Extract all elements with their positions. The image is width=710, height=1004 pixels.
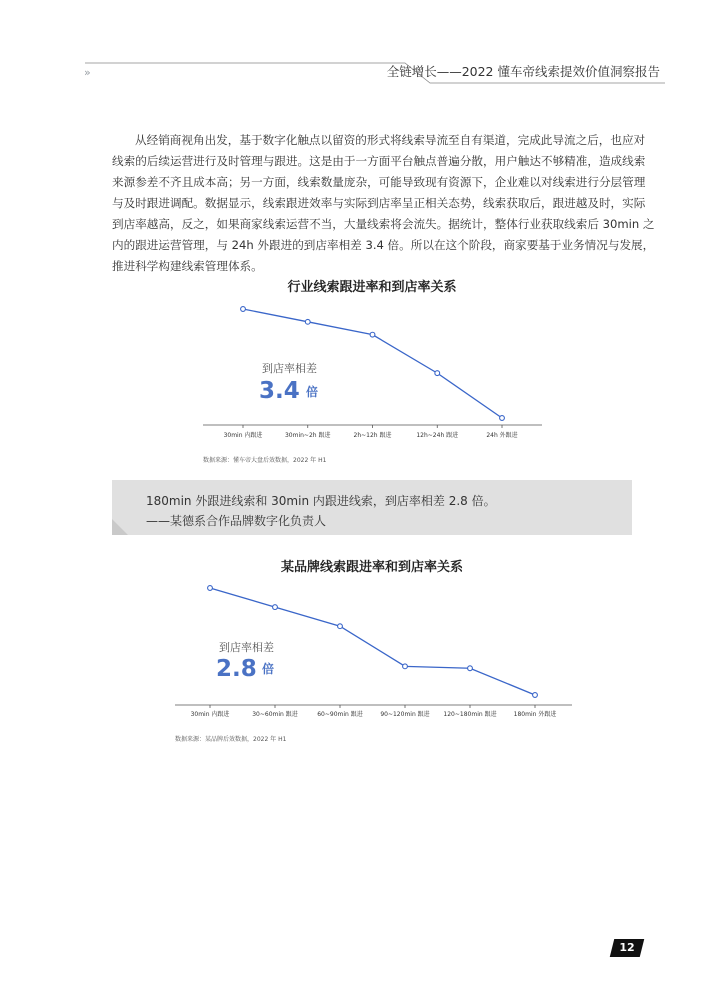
body-line: 内的跟进运营管理，与 24h 外跟进的到店率相差 3.4 倍。所以在这个阶段，商家要基于业务情况与发展， <box>112 238 655 252</box>
x-tick-label: 30min 内跟进 <box>223 432 263 439</box>
quote-attribution: ——某德系合作品牌数字化负责人 <box>146 514 327 528</box>
data-point <box>273 605 278 610</box>
x-tick-label: 12h~24h 跟进 <box>416 432 459 439</box>
page-number-badge <box>610 939 644 957</box>
body-line: 线索的后续运营进行及时管理与跟进。这是由于一方面平台触点普遍分散，用户触达不够精准，造成线索 <box>112 154 646 168</box>
x-tick-label: 30~60min 跟进 <box>252 711 298 718</box>
running-header-title: 全链增长——2022 懂车帝线索提效价值洞察报告 <box>386 64 660 79</box>
x-tick-label: 2h~12h 跟进 <box>353 432 392 439</box>
chart2-source: 数据来源：某品牌后效数据，2022 年 H1 <box>175 736 287 743</box>
page-number: 12 <box>619 941 635 954</box>
data-point <box>533 693 538 698</box>
x-tick-label: 180min 外跟进 <box>513 711 557 718</box>
body-line: 与及时跟进调配。数据显示，线索跟进效率与实际到店率呈正相关态势，线索获取后，跟进越及时，实际 <box>112 196 646 210</box>
body-line: 推进科学构建线索管理体系。 <box>112 259 263 273</box>
data-point <box>468 666 473 671</box>
chart2-annotation-unit: 倍 <box>262 662 275 676</box>
x-tick-label: 30min~2h 跟进 <box>284 432 331 439</box>
data-point <box>403 664 408 669</box>
chart1-source: 数据来源：懂车帝大盘后效数据，2022 年 H1 <box>203 457 327 464</box>
chart1-annotation-unit: 倍 <box>306 385 319 399</box>
chart1-annotation-value: 3.4 <box>259 378 300 404</box>
body-line: 到店率越高，反之，如果商家线索运营不当，大量线索将会流失。据统计，整体行业获取线索后 30min 之 <box>112 217 655 231</box>
chart2-annotation-label: 到店率相差 <box>219 641 274 654</box>
quote-text: 180min 外跟进线索和 30min 内跟进线索，到店率相差 2.8 倍。 <box>146 494 496 508</box>
data-point <box>338 624 343 629</box>
x-tick-label: 90~120min 跟进 <box>380 711 430 718</box>
chart1-title: 行业线索跟进率和到店率关系 <box>287 280 457 295</box>
chart1-annotation-label: 到店率相差 <box>262 362 317 375</box>
body-line: 从经销商视角出发，基于数字化触点以留资的形式将线索导流至自有渠道，完成此导流之后，也应对 <box>135 133 646 147</box>
data-point <box>208 586 213 591</box>
x-tick-label: 120~180min 跟进 <box>443 711 497 718</box>
x-tick-label: 24h 外跟进 <box>486 432 518 439</box>
chart2-title: 某品牌线索跟进率和到店率关系 <box>280 560 464 575</box>
chart2-annotation-value: 2.8 <box>216 656 257 682</box>
double-chevron-right-icon: » <box>84 66 90 79</box>
x-tick-label: 60~90min 跟进 <box>317 711 363 718</box>
body-line: 来源参差不齐且成本高；另一方面，线索数量庞杂，可能导致现有资源下，企业难以对线索进行分层管理 <box>112 175 646 189</box>
x-tick-label: 30min 内跟进 <box>190 711 230 718</box>
